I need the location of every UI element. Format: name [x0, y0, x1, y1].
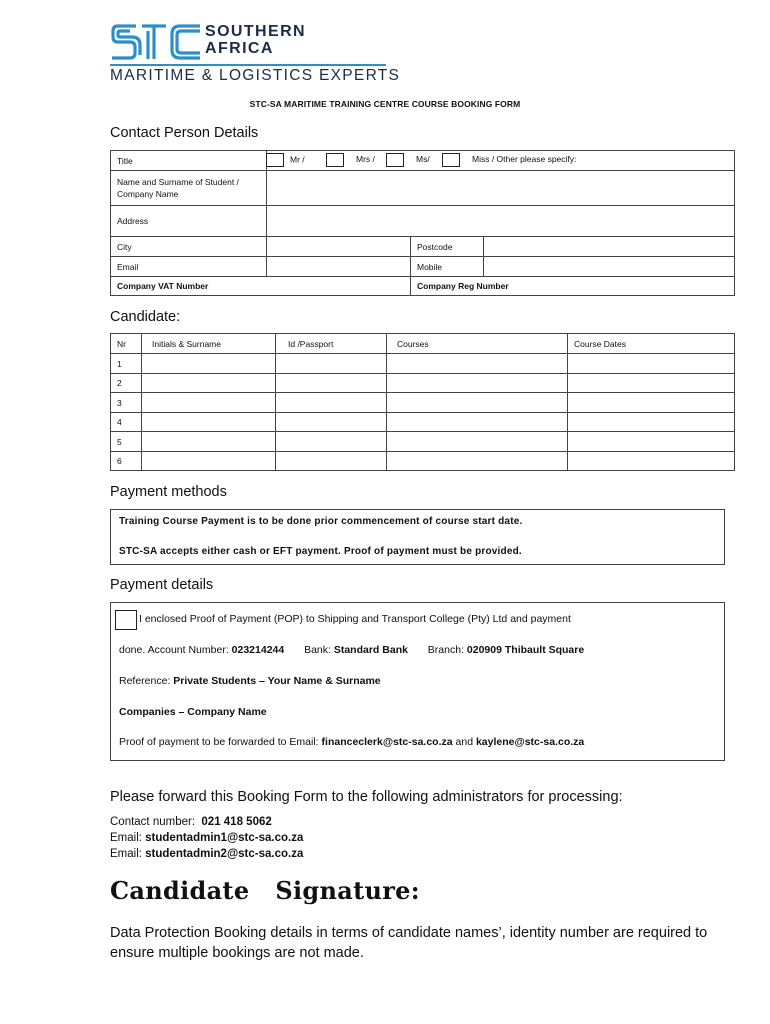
address-field[interactable]	[267, 206, 735, 237]
email-label: Email	[111, 257, 267, 277]
account-prefix: done. Account Number:	[119, 644, 232, 656]
account-number: 023214244	[231, 644, 285, 656]
initials-cell[interactable]	[142, 452, 276, 471]
initials-cell[interactable]	[142, 432, 276, 452]
col-id: Id /Passport	[276, 334, 387, 354]
pop-text: I enclosed Proof of Payment (POP) to Shipping and Transport College (Pty) Ltd and payment	[139, 613, 571, 625]
title-option-ms[interactable]: Ms/	[386, 153, 430, 167]
mobile-label: Mobile	[411, 257, 484, 277]
admin-email-2-line	[110, 848, 303, 860]
initials-cell[interactable]	[142, 413, 276, 432]
row-nr: 3	[111, 393, 142, 413]
payment-methods-line1: Training Course Payment is to be done prior commencement of course start date.	[119, 516, 523, 527]
initials-cell[interactable]	[142, 374, 276, 393]
forward-instructions: Please forward this Booking Form to the following administrators for processing:	[110, 789, 623, 805]
pop-checkbox[interactable]	[115, 610, 137, 630]
dates-cell[interactable]	[568, 413, 735, 432]
initials-cell[interactable]	[142, 354, 276, 374]
reference-prefix: Reference:	[119, 675, 174, 687]
courses-cell[interactable]	[387, 413, 568, 432]
row-nr: 1	[111, 354, 142, 374]
email-prefix: Email:	[110, 832, 146, 844]
form-title: STC-SA MARITIME TRAINING CENTRE COURSE BOOKING FORM	[249, 99, 521, 109]
courses-cell[interactable]	[387, 452, 568, 471]
contact-number[interactable]: 021 418 5062	[201, 816, 272, 828]
branch-prefix: Branch:	[427, 644, 467, 656]
candidate-table	[110, 333, 735, 471]
proof-email-2[interactable]: kaylene@stc-sa.co.za	[475, 736, 585, 748]
reference-line	[119, 675, 381, 687]
address-label: Address	[111, 206, 267, 237]
logo-wordmark	[205, 23, 306, 57]
reference-value: Private Students – Your Name & Surname	[173, 675, 381, 687]
contact-prefix: Contact number:	[110, 816, 202, 828]
account-line	[119, 644, 584, 656]
logo-line-southern: SOUTHERN	[205, 23, 306, 40]
email-field[interactable]	[267, 257, 411, 277]
table-row	[111, 452, 735, 471]
reg-label[interactable]: Company Reg Number	[411, 277, 735, 296]
col-initials: Initials & Surname	[142, 334, 276, 354]
table-row	[111, 432, 735, 452]
admin-email-2[interactable]: studentadmin2@stc-sa.co.za	[145, 848, 304, 860]
stc-logo-mark-icon	[110, 22, 202, 62]
courses-cell[interactable]	[387, 432, 568, 452]
branch-name: 020909 Thibault Square	[466, 644, 585, 656]
dates-cell[interactable]	[568, 432, 735, 452]
city-field[interactable]	[267, 237, 411, 257]
title-option-mr[interactable]: Mr /	[266, 153, 305, 167]
checkbox-mrs[interactable]	[326, 153, 344, 167]
initials-cell[interactable]	[142, 393, 276, 413]
name-field[interactable]	[267, 171, 735, 206]
dates-cell[interactable]	[568, 452, 735, 471]
title-label: Title	[111, 151, 267, 171]
city-label: City	[111, 237, 267, 257]
companies-line: Companies – Company Name	[119, 706, 267, 718]
admin-email-1-line	[110, 832, 303, 844]
id-cell[interactable]	[276, 452, 387, 471]
payment-methods-heading: Payment methods	[110, 484, 227, 500]
table-row	[111, 374, 735, 393]
table-row	[111, 413, 735, 432]
name-label: Name and Surname of Student / Company Name	[111, 171, 267, 206]
logo-tagline: MARITIME & LOGISTICS EXPERTS	[110, 67, 401, 84]
vat-label[interactable]: Company VAT Number	[111, 277, 411, 296]
checkbox-mr[interactable]	[266, 153, 284, 167]
dates-cell[interactable]	[568, 354, 735, 374]
id-cell[interactable]	[276, 432, 387, 452]
candidate-heading: Candidate:	[110, 309, 181, 325]
id-cell[interactable]	[276, 413, 387, 432]
id-cell[interactable]	[276, 354, 387, 374]
col-courses: Courses	[387, 334, 568, 354]
proof-and: and	[452, 736, 476, 748]
proof-line	[119, 736, 584, 748]
contact-heading: Contact Person Details	[110, 125, 259, 141]
row-nr: 5	[111, 432, 142, 452]
checkbox-other[interactable]	[442, 153, 460, 167]
title-option-mrs[interactable]: Mrs /	[326, 153, 375, 167]
title-option-other[interactable]: Miss / Other please specify:	[442, 153, 576, 167]
candidate-header-row	[111, 334, 735, 354]
payment-methods-line2: STC-SA accepts either cash or EFT payment. Proof of payment must be provided.	[119, 546, 522, 557]
contact-number-line	[110, 816, 272, 828]
payment-details-box	[110, 602, 725, 761]
courses-cell[interactable]	[387, 354, 568, 374]
logo-line-africa: AFRICA	[205, 40, 274, 57]
id-cell[interactable]	[276, 393, 387, 413]
proof-prefix: Proof of payment to be forwarded to Email:	[119, 736, 322, 748]
contact-table	[110, 150, 735, 296]
admin-email-1[interactable]: studentadmin1@stc-sa.co.za	[145, 832, 304, 844]
row-nr: 2	[111, 374, 142, 393]
dates-cell[interactable]	[568, 393, 735, 413]
checkbox-ms[interactable]	[386, 153, 404, 167]
courses-cell[interactable]	[387, 393, 568, 413]
bank-name: Standard Bank	[333, 644, 408, 656]
bank-prefix: Bank:	[304, 644, 334, 656]
payment-methods-box	[110, 509, 725, 565]
table-row	[111, 354, 735, 374]
col-nr: Nr	[111, 334, 142, 354]
email-prefix: Email:	[110, 848, 146, 860]
proof-email-1[interactable]: financeclerk@stc-sa.co.za	[321, 736, 453, 748]
row-nr: 6	[111, 452, 142, 471]
signature-heading: Candidate Signature:	[110, 876, 420, 905]
col-dates: Course Dates	[568, 334, 735, 354]
id-cell[interactable]	[276, 374, 387, 393]
mobile-field[interactable]	[484, 257, 735, 277]
row-nr: 4	[111, 413, 142, 432]
payment-details-heading: Payment details	[110, 577, 214, 593]
logo-divider	[110, 64, 386, 66]
postcode-field[interactable]	[484, 237, 735, 257]
dates-cell[interactable]	[568, 374, 735, 393]
postcode-label: Postcode	[411, 237, 484, 257]
table-row	[111, 393, 735, 413]
data-protection-notice: Data Protection Booking details in terms of candidate names’, identity number are required to ensure multiple bookings are not made.	[110, 925, 708, 961]
courses-cell[interactable]	[387, 374, 568, 393]
